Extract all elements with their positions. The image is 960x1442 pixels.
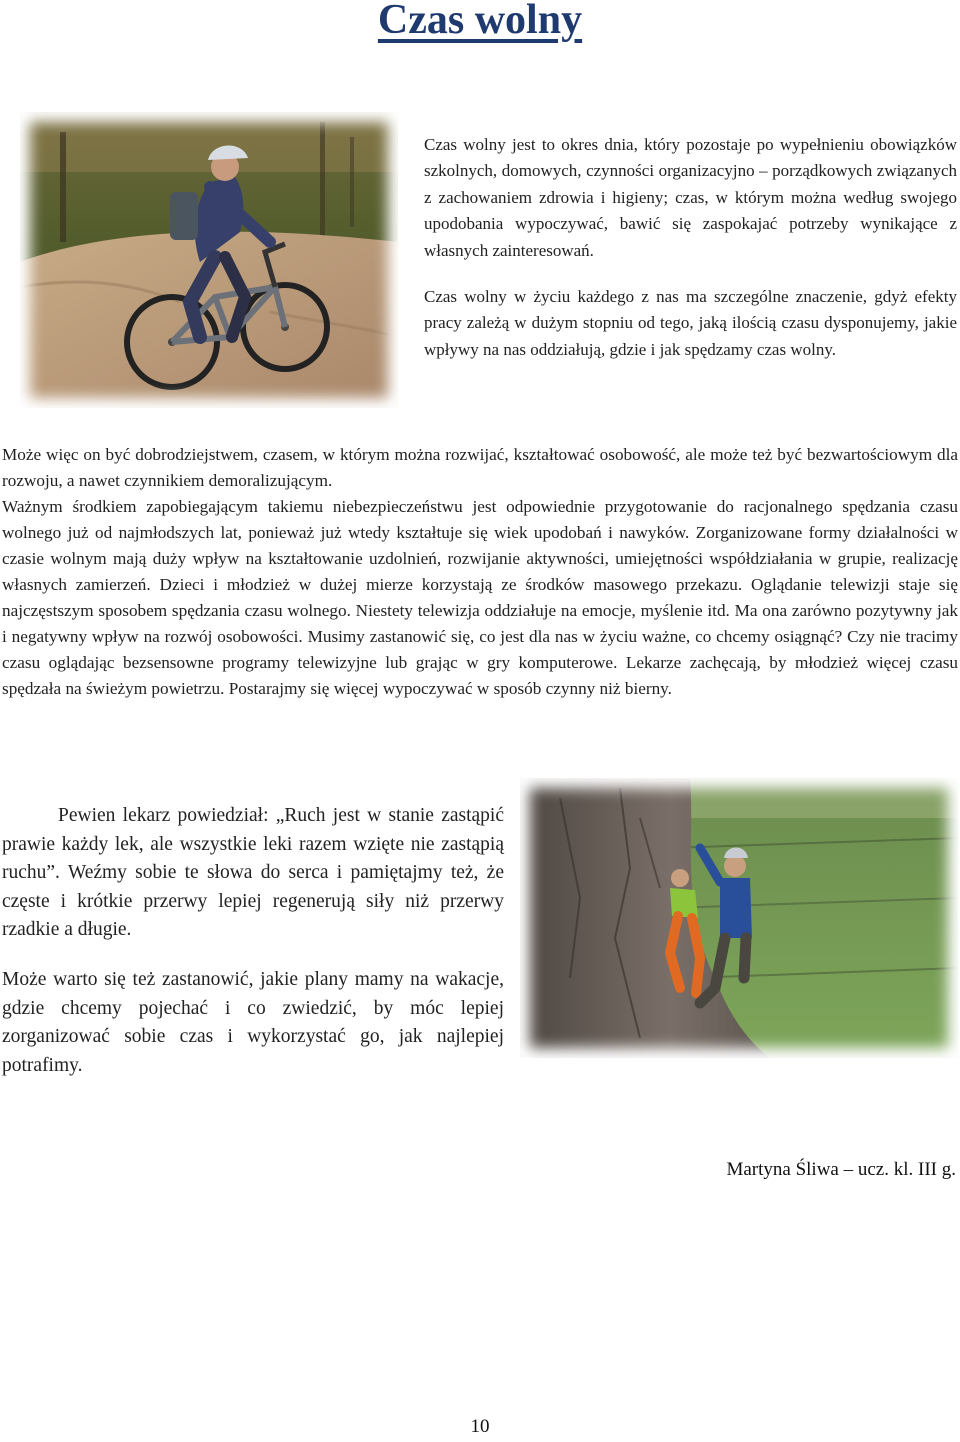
main-paragraph-1: Może więc on być dobrodziejstwem, czasem, w którym można rozwijać, kształtować osobowość, ale może też być bezwartościowym dla rozwoju, a nawet czynnikiem demoralizującym. xyxy=(2,445,958,490)
mountain-biker-photo xyxy=(20,112,398,408)
intro-paragraph-1: Czas wolny jest to okres dnia, który pozostaje po wypełnieniu obowiązków szkolnych, domowych, czynności organizacyjno – porządkowych związanych z zachowaniem zdrowia i higieny; czas, w którym można według swojego upodobania wypoczywać, bawić się zaspokajać potrzeby wynikające z własnych zainteresowań. xyxy=(424,135,957,260)
page-number: 10 xyxy=(470,1416,490,1437)
intro-paragraph-2: Czas wolny w życiu każdego z nas ma szczególne znaczenie, gdyż efekty pracy zależą w dużym stopniu od tego, jaką ilością czasu dysponujemy, jakie wpływy na nas oddziałują, gdzie i jak spędzamy czas wolny. xyxy=(424,287,957,359)
quote-paragraph-1: Pewien lekarz powiedział: „Ruch jest w stanie zastąpić prawie każdy lek, ale wszystkie leki razem wzięte nie zastąpią ruchu”. Weźmy sobie te słowa do serca i pamiętajmy też, że częste i krótkie przerwy lepiej regenerują siły niż przerwy rzadkie a długie. xyxy=(2,805,504,941)
page-title: Czas wolny xyxy=(377,0,583,43)
author-signature: Martyna Śliwa – ucz. kl. III g. xyxy=(726,1159,956,1180)
rock-climbers-photo xyxy=(520,778,958,1058)
quote-paragraph-2: Może warto się też zastanowić, jakie plany mamy na wakacje, gdzie chcemy pojechać i co zwiedzić, by móc lepiej zorganizować sobie czas i wykorzystać go, jak najlepiej potrafimy. xyxy=(2,969,504,1076)
main-paragraph-2: Ważnym środkiem zapobiegającym takiemu niebezpieczeństwu jest odpowiednie przygotowanie do racjonalnego spędzania czasu wolnego już od najmłodszych lat, ponieważ już wtedy kształtuje się wiek upodobań i nawyków. Zorganizowane formy działalności w czasie wolnym mają duży wpływ na kształtowanie uzdolnień, rozwijanie aktywności, umiejętności współdziałania w grupie, realizację własnych zamierzeń. Dzieci i młodzież w dużej mierze korzystają ze środków masowego przekazu. Oglądanie telewizji staje się najczęstszym sposobem spędzania czasu wolnego. Niestety telewizja oddziałuje na emocje, myślenie itd. Ma ona zarówno pozytywny jak i negatywny wpływ na rozwój osobowości. Musimy zastanowić się, co jest dla nas w życiu ważne, co chcemy osiągnąć? Czy nie tracimy czasu oglądając bezsensowne programy telewizyjne lub grając w gry komputerowe. Lekarze zachęcają, by młodzież więcej czasu spędzała na świeżym powietrzu. Postarajmy się więcej wypoczywać w sposób czynny niż bierny. xyxy=(2,497,958,698)
